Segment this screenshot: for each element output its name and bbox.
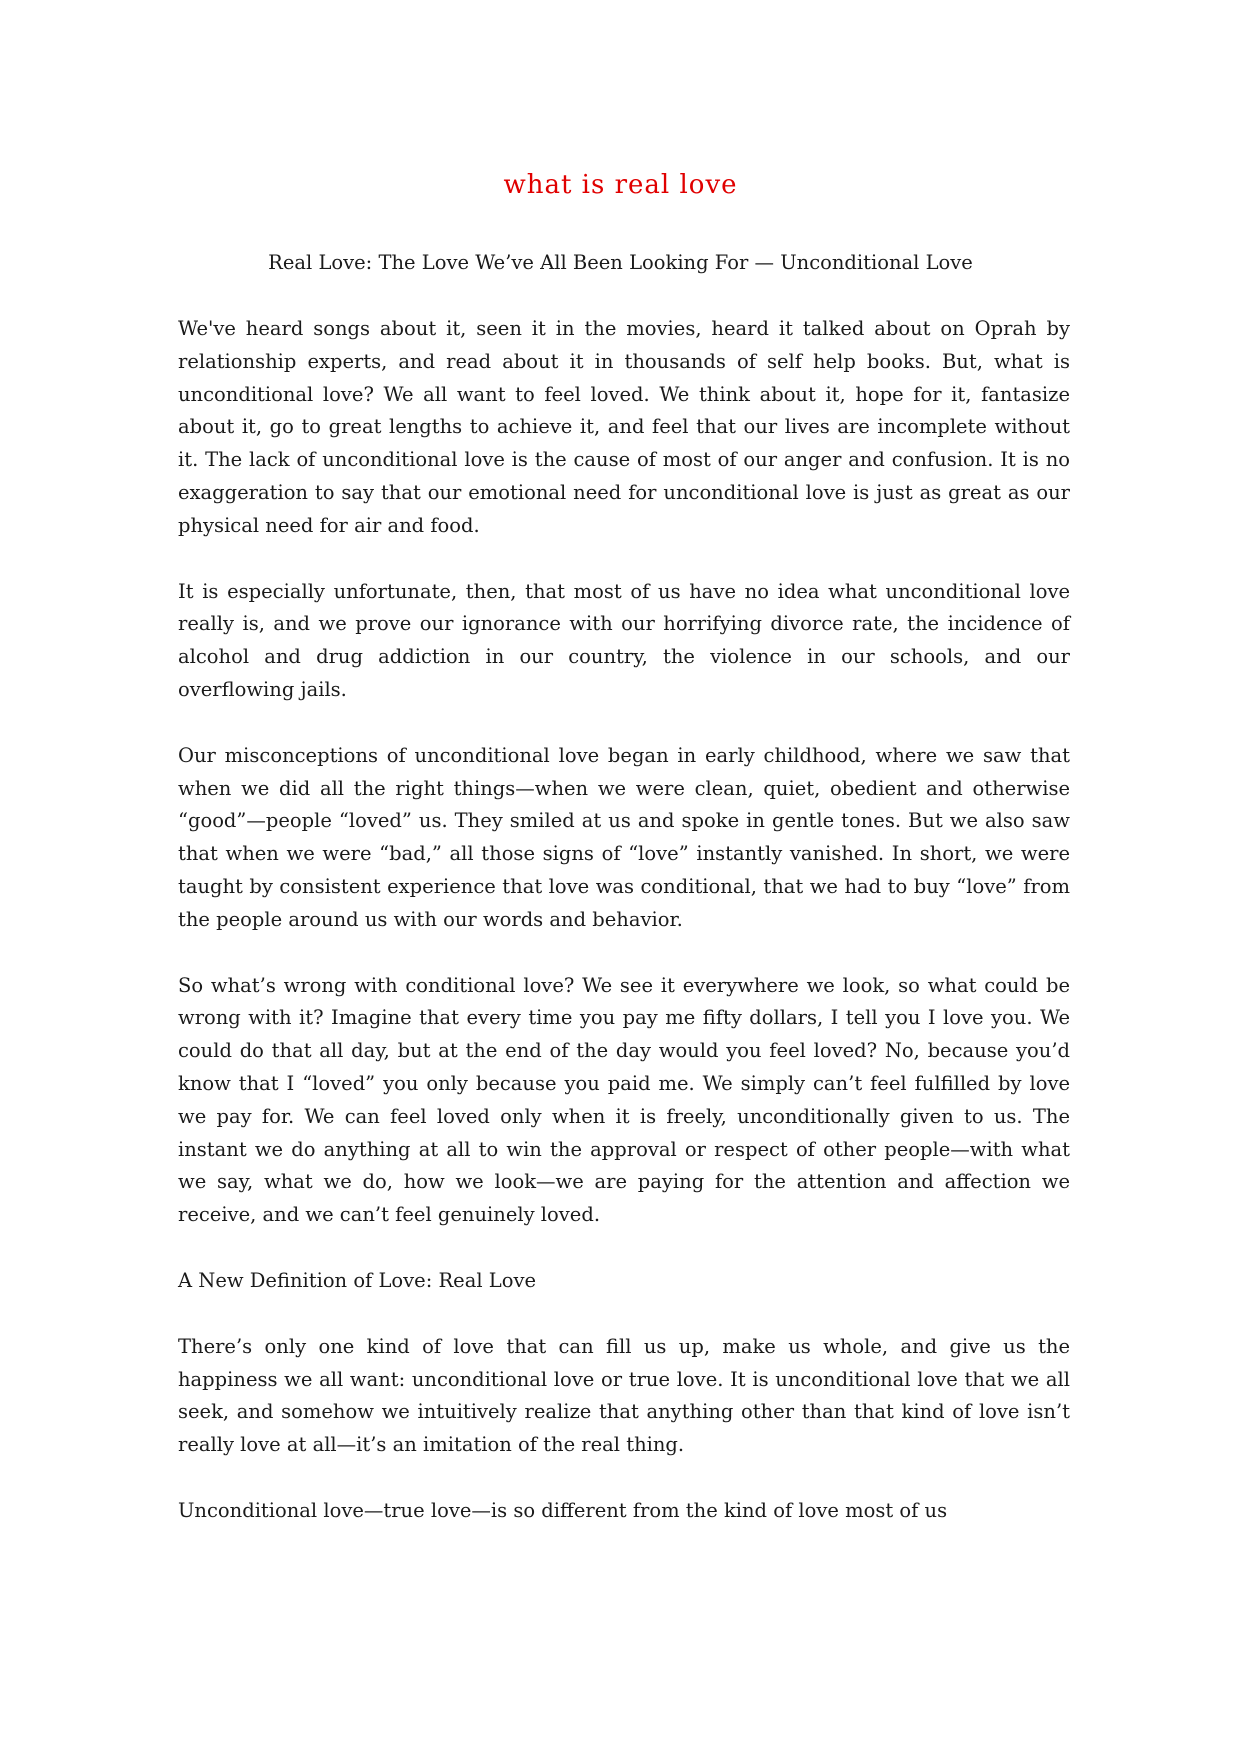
paragraph: It is especially unfortunate, then, that most of us have no idea what unconditional love really is, and we prove our ignorance with our horrifying divorce rate, the incidence of alcohol and drug addiction in our country, the violence in our schools, and our overflowing jails. [178, 579, 1070, 701]
section-heading: A New Definition of Love: Real Love [178, 1268, 537, 1292]
paragraph: So what’s wrong with conditional love? We see it everywhere we look, so what could be wrong with it? Imagine that every time you pay me fifty dollars, I tell you I love you. We could do that all day, but at the end of the day would you feel loved? No, because you’d know that I “loved” you only because you paid me. We simply can’t feel fulfilled by love we pay for. We can feel loved only when it is freely, unconditionally given to us. The instant we do anything at all to win the approval or respect of other people—with what we say, what we do, how we look—we are paying for the attention and affection we receive, and we can’t feel genuinely loved. [178, 973, 1070, 1227]
document-body [178, 313, 1070, 1528]
paragraph: We've heard songs about it, seen it in the movies, heard it talked about on Oprah by relationship experts, and read about it in thousands of self help books. But, what is unconditional love? We all want to feel loved. We think about it, hope for it, fantasize about it, go to great lengths to achieve it, and feel that our lives are incomplete without it. The lack of unconditional love is the cause of most of our anger and confusion. It is no exaggeration to say that our emotional need for unconditional love is just as great as our physical need for air and food. [178, 317, 1070, 537]
paragraph: There’s only one kind of love that can fill us up, make us whole, and give us the happiness we all want: unconditional love or true love. It is unconditional love that we all seek, and somehow we intuitively realize that anything other than that kind of love isn’t really love at all—it’s an imitation of the real thing. [178, 1334, 1070, 1457]
document-title: what is real love [503, 170, 738, 200]
paragraph: Unconditional love—true love—is so different from the kind of love most of us [178, 1498, 948, 1522]
document-subtitle: Real Love: The Love We’ve All Been Looking For — Unconditional Love [268, 251, 973, 274]
paragraph: Our misconceptions of unconditional love began in early childhood, where we saw that when we did all the right things—when we were clean, quiet, obedient and otherwise “good”—people “loved” us. They smiled at us and spoke in gentle tones. But we also saw that when we were “bad,” all those signs of “love” instantly vanished. In short, we were taught by consistent experience that love was conditional, that we had to buy “love” from the people around us with our words and behavior. [178, 743, 1070, 931]
